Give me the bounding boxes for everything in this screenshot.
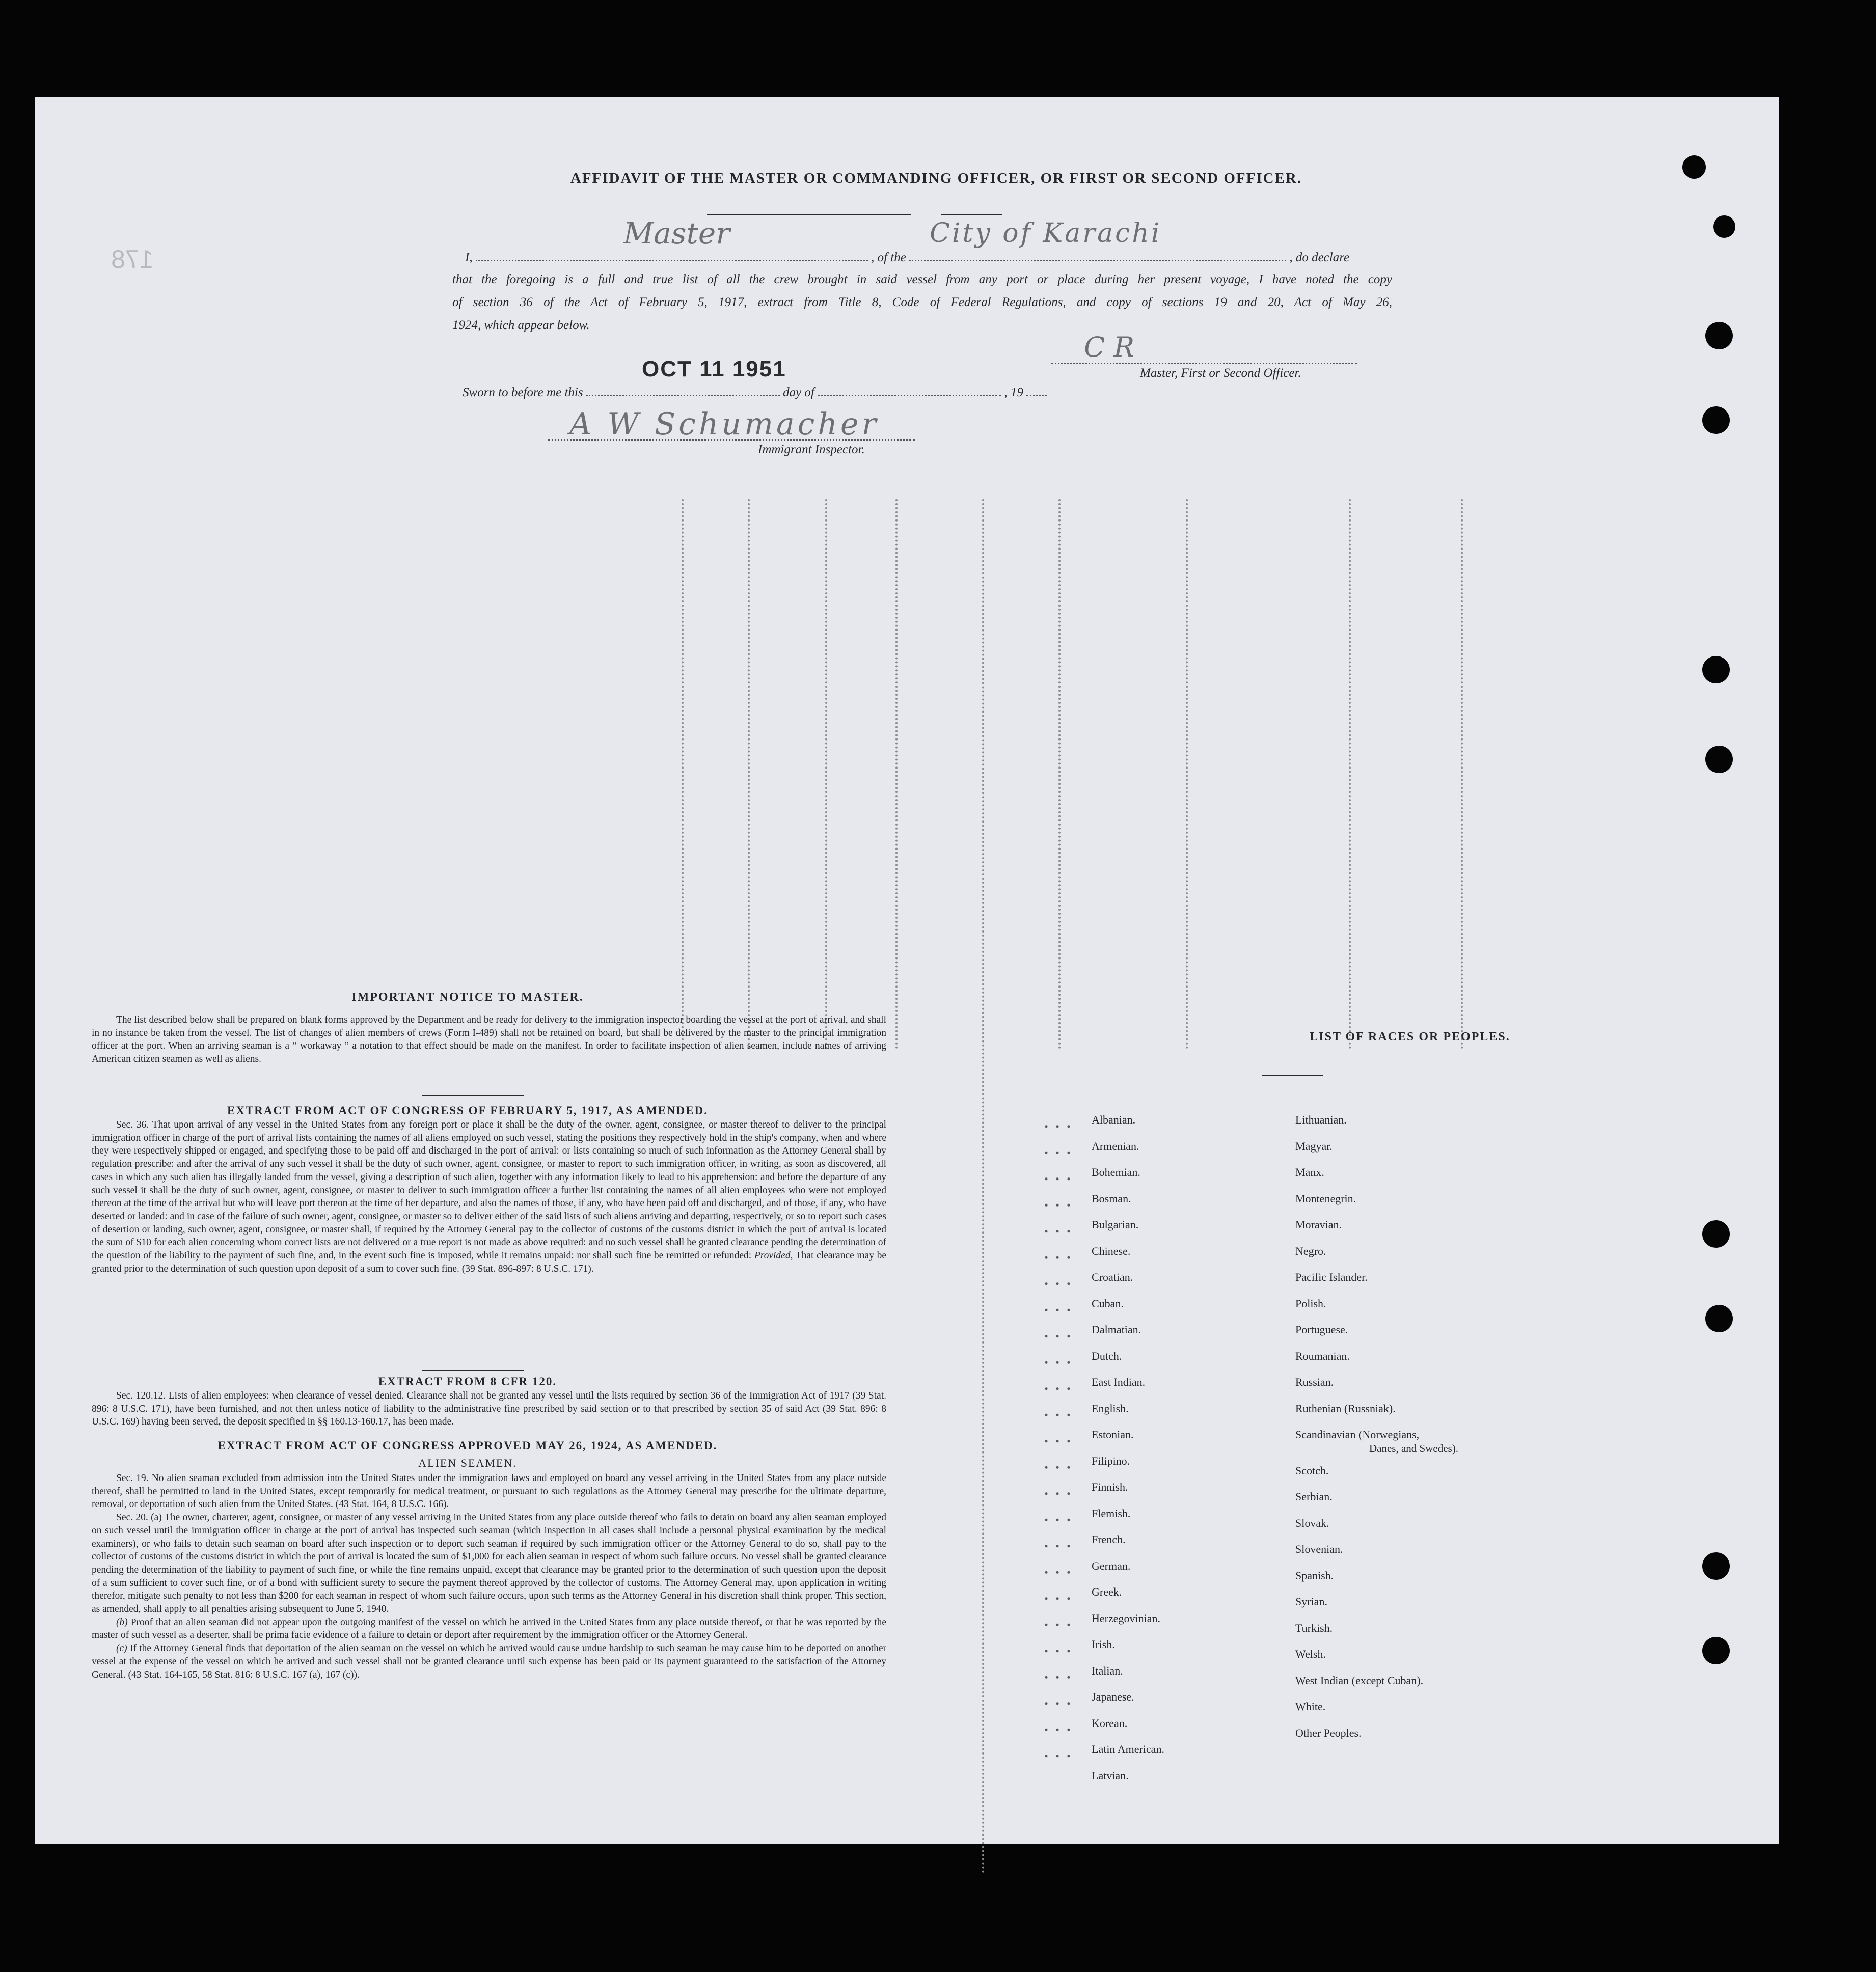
officer-label: Master, First or Second Officer. <box>1140 366 1301 380</box>
i-label: I, <box>465 251 473 264</box>
race-item: Korean. <box>1092 1716 1128 1730</box>
declaration-line-4: 1924, which appear below. <box>452 318 590 332</box>
guide-dots-5 <box>982 499 984 1874</box>
race-item: Cuban. <box>1092 1297 1124 1310</box>
sec-36-paragraph <box>92 1118 886 1275</box>
master-field <box>476 216 868 261</box>
sec-20c-text: If the Attorney General finds that deportation of the alien seaman on the vessel on which he arrived would cause undue hardship to such seaman he may cause him to be deported on another vessel at the expense of the vessel on which he arrived and such vessel shall not be granted clearance until such expense has been paid or its payment guaranteed to the satisfaction of the Attorney General. (43 Stat. 164-165, 58 Stat. 816: 8 U.S.C. 167 (a), 167 (c)). <box>92 1643 887 1680</box>
binder-hole <box>1705 1305 1733 1332</box>
guide-dots-1 <box>682 499 684 1049</box>
binder-hole <box>1702 406 1730 434</box>
sworn-line <box>463 381 1084 404</box>
notice-rule <box>422 1095 524 1096</box>
proviso-text: That clearance may be granted prior to the determination of such question upon deposit of a sum to cover such fine. (39 Stat. 896-897: 8 U.S.C. 171). <box>92 1250 887 1274</box>
race-item: Bulgarian. <box>1092 1218 1139 1231</box>
race-item: Latvian. <box>1092 1769 1129 1782</box>
race-item: Roumanian. <box>1295 1349 1350 1362</box>
sec-19-text: No alien seaman excluded from admission into the United States under the immigration laws and employed on board any vessel arriving in the United States from any place outside thereof, shall be permitted to land in the United States, except temporarily for medical treatment, or pursuant to such regulations as the Attorney General may prescribe for the ultimate departure, removal, or deportation of such alien from the United States. (43 Stat. 164, 8 U.S.C. 166). <box>92 1473 886 1510</box>
declaration-line-3: of section 36 of the Act of February 5, 1917, extract from Title 8, Code of Federal Regulations, and copy of sections 19 and 20, Act of May 26, <box>452 295 1392 309</box>
race-item: Irish. <box>1092 1638 1115 1651</box>
sec-20a-paragraph <box>92 1511 886 1616</box>
race-item: Portuguese. <box>1295 1323 1348 1336</box>
date-stamp: OCT 11 1951 <box>642 357 786 381</box>
notice-text: The list described below shall be prepared on blank forms approved by the Department and be ready for delivery to the immigration inspector boarding the vessel at the port of arrival, and shall in no instance be taken from the vessel. The list of changes of alien members of crews (Form I-489) shall not be retained on board, but shall be delivered by the master to the principal immigration officer at the port. When an arriving seaman is a “ workaway ” a notation to that effect should be made on the manifest. In order to facilitate inspection of alien seamen, include names of arriving American citizen seamen as well as aliens. <box>92 1015 886 1065</box>
race-item: Bohemian. <box>1092 1166 1140 1179</box>
sec-20c-paragraph <box>92 1642 886 1681</box>
binder-hole <box>1702 656 1730 683</box>
binder-hole <box>1682 155 1706 179</box>
race-item: Welsh. <box>1295 1648 1326 1660</box>
races-rule <box>1262 1075 1323 1076</box>
sec-19-label: Sec. 19. <box>116 1473 149 1484</box>
notice-paragraph <box>92 1014 886 1066</box>
race-item: East Indian. <box>1092 1376 1146 1388</box>
guide-dots-4 <box>895 499 898 1049</box>
year-field <box>1026 395 1047 396</box>
of-the-label: , of the <box>871 251 906 264</box>
day-field <box>586 395 780 396</box>
race-item: Albanian. <box>1092 1113 1136 1126</box>
race-item: Slovenian. <box>1295 1543 1343 1555</box>
document-page <box>35 97 1779 1844</box>
race-item: White. <box>1295 1700 1326 1713</box>
sec-120-text: Lists of alien employees: when clearance of vessel denied. Clearance shall not be granted any vessel until the lists required by section 36 of the Immigration Act of 1917 (39 Stat. 896: 8 U.S.C. 171), have been furnished, and not then unless notice of liability to the administrative fine prescribed by said section or to that prescribed by section 35 of said Act (39 Stat. 896: 8 U.S.C. 169) having been served, the deposit specified in §§ 160.13-160.17, has been made. <box>92 1390 887 1428</box>
race-scandinavian-continued: Danes, and Swedes). <box>1369 1442 1458 1455</box>
race-item: Slovak. <box>1295 1516 1329 1529</box>
race-item: Armenian. <box>1092 1139 1139 1153</box>
sec-20a-text: The owner, charterer, agent, consignee, or master of any vessel arriving in the United States from any place outside thereof who fails to detain on board any alien seaman employed on such vessel until the immigration officer in charge at the port of arrival has inspected such seaman (which inspection in all cases shall include a personal physical examination by the medical examiners), or who fails to detain such seaman on board after such inspection or to deport such seaman if required by such immigration officer or the Attorney General to do so, shall pay to the collector of customs of the customs district in which the port of arrival is located the sum of $1,000 for each alien seaman in respect of whom such failure occurs. No vessel shall be granted clearance pending the determination of the liability to payment of such fine, or while the fine remains unpaid, except that clearance may be granted prior to the determination of such question upon the deposit of a sum sufficient to cover such fine, or of a bond with sufficient surety to secure the payment thereof approved by the collector of customs. The Attorney General may, upon application in writing therefor, mitigate such penalty to not less than $200 for each seaman in respect of whom such failure occurs, upon such terms as the Attorney General in his discretion shall think proper. This section, as amended, shall apply to all penalties arising subsequent to June 5, 1940. <box>92 1512 886 1615</box>
binder-hole <box>1713 215 1735 238</box>
extract-1917-title: EXTRACT FROM ACT OF CONGRESS OF FEBRUARY 5, 1917, AS AMENDED. <box>227 1104 708 1117</box>
race-item: Japanese. <box>1092 1690 1134 1703</box>
extract-cfr-body <box>92 1389 886 1429</box>
race-item: Other Peoples. <box>1295 1726 1362 1739</box>
sec-120-paragraph <box>92 1389 886 1429</box>
declaration-first-line <box>465 216 1392 270</box>
race-item: Serbian. <box>1295 1490 1333 1503</box>
sec-36-text: That upon arrival of any vessel in the United States from any foreign port or place it shall be the duty of the owner, agent, consignee, or master thereof to deliver to the principal immigration officer in charge of the port of arrival lists containing the names of all aliens employed on such vessel, stating the positions they respectively hold in the ship's company, when and where they were respectively shipped or engaged, and specifying those to be paid off and discharged in the port of arrival: or lists containing so much of such information as the Attorney General shall by regulation prescribe: and after the arrival of any such vessel it shall be the duty of such owner, agent, consignee, or master to report to such immigration officer, in writing, as soon as discovered, all cases in which any such alien has illegally landed from the vessel, giving a description of such alien, together with any information likely to lead to his apprehension: and before the departure of any such vessel it shall be the duty of such owner, agent, consignee, or master to deliver to such immigration officer a further list containing the names of all alien employees who were not employed thereon at the time of the arrival but who will leave port thereon at the time of her departure, and also the names of those, if any, who have been paid off and discharged, and of those, if any, who have deserted or landed: and in case of the failure of such owner, agent, consignee, or master so to deliver either of the said lists of such aliens arriving and departing, respectively, or so to report such cases of desertion or landing, such owner, agent, consignee, or master shall, if required by the Attorney General pay to the collector of customs of the customs district in which the port of arrival is located the sum of $10 for each alien concerning whom correct lists are not delivered or a true report is not made as above required: and no such vessel shall be granted clearance pending the determination of the question of the liability to the payment of such fine, and, in the event such fine is imposed, while it remains unpaid: nor shall such fine be remitted or refunded: <box>92 1119 886 1262</box>
race-item: German. <box>1092 1559 1131 1572</box>
race-item: Turkish. <box>1295 1621 1333 1634</box>
race-item: Latin American. <box>1092 1743 1164 1756</box>
race-item: Magyar. <box>1295 1139 1333 1153</box>
sec-20b-label: (b) <box>116 1617 128 1628</box>
binder-hole <box>1702 1552 1730 1580</box>
do-declare-label: , do declare <box>1289 251 1350 264</box>
race-item: Pacific Islander. <box>1295 1271 1368 1283</box>
sec-120-label: Sec. 120.12. <box>116 1390 166 1401</box>
extract-cfr-title: EXTRACT FROM 8 CFR 120. <box>378 1375 557 1388</box>
race-item: Ruthenian (Russniak). <box>1295 1402 1396 1415</box>
guide-dots-9 <box>1461 499 1463 1049</box>
race-item: Filipino. <box>1092 1454 1130 1467</box>
sec-20a-label: Sec. 20. (a) <box>116 1512 162 1523</box>
month-field <box>818 395 1001 396</box>
race-item: Moravian. <box>1295 1218 1342 1231</box>
extract-1924-title: EXTRACT FROM ACT OF CONGRESS APPROVED MAY 26, 1924, AS AMENDED. <box>217 1439 718 1452</box>
guide-dots-7 <box>1186 499 1188 1049</box>
race-item: Scandinavian (Norwegians, <box>1295 1428 1420 1441</box>
race-item: Polish. <box>1295 1297 1326 1310</box>
title-rule <box>707 214 911 215</box>
sworn-label: Sworn to before me this <box>463 386 583 399</box>
vessel-handwritten: City of Karachi <box>930 218 1162 249</box>
binder-hole <box>1702 1220 1730 1248</box>
sec-20b-paragraph <box>92 1616 886 1642</box>
master-handwritten: Master <box>623 216 730 251</box>
affidavit-title: AFFIDAVIT OF THE MASTER OR COMMANDING OFFICER, OR FIRST OR SECOND OFFICER. <box>570 170 1302 186</box>
proviso-label: Provided, <box>754 1250 793 1262</box>
guide-dots-2 <box>748 499 750 1049</box>
inspector-label: Immigrant Inspector. <box>758 443 865 456</box>
race-item: Flemish. <box>1092 1507 1131 1520</box>
binder-hole <box>1705 322 1733 349</box>
race-item: Dutch. <box>1092 1349 1122 1362</box>
guide-dots-3 <box>825 499 827 1049</box>
race-item: Chinese. <box>1092 1244 1131 1257</box>
guide-dots-6 <box>1058 499 1061 1049</box>
race-item: French. <box>1092 1533 1126 1546</box>
race-item: Finnish. <box>1092 1481 1128 1493</box>
race-item: Croatian. <box>1092 1271 1133 1283</box>
master-signature: C R <box>1084 331 1135 363</box>
sec-19-paragraph <box>92 1472 886 1511</box>
race-item: Scotch. <box>1295 1464 1329 1477</box>
sec-36-label: Sec. 36. <box>116 1119 149 1130</box>
sec-20b-text: Proof that an alien seaman did not appear upon the outgoing manifest of the vessel on which he arrived in the United States from any place outside thereof, or that he was reported by the master of such vessel as a deserter, shall be prima facie evidence of a failure to detain or deport after requirement by the immigration officer or the Attorney General. <box>92 1617 887 1641</box>
extract-1917-body <box>92 1118 886 1275</box>
race-item: West Indian (except Cuban). <box>1295 1674 1424 1687</box>
race-item: Russian. <box>1295 1376 1334 1388</box>
vessel-field <box>909 218 1286 261</box>
title-rule-short <box>941 214 1002 215</box>
race-item: English. <box>1092 1402 1129 1415</box>
race-item: Spanish. <box>1295 1569 1334 1582</box>
race-item: Herzegovinian. <box>1092 1611 1160 1625</box>
races-title: LIST OF RACES OR PEOPLES. <box>1310 1030 1510 1044</box>
race-item: Manx. <box>1295 1166 1324 1179</box>
extract-1924-body <box>92 1472 886 1681</box>
race-item: Montenegrin. <box>1295 1192 1356 1205</box>
race-item: Negro. <box>1295 1244 1326 1257</box>
race-item: Estonian. <box>1092 1428 1134 1441</box>
race-item: Greek. <box>1092 1585 1122 1598</box>
inspector-signature: A W Schumacher <box>569 406 880 442</box>
binder-hole <box>1705 746 1733 773</box>
sec-20c-label: (c) <box>116 1643 127 1654</box>
race-item: Dalmatian. <box>1092 1323 1141 1336</box>
guide-dots-8 <box>1349 499 1351 1049</box>
race-item: Lithuanian. <box>1295 1113 1347 1126</box>
margin-stamp: 178 <box>111 245 154 273</box>
race-item: Syrian. <box>1295 1595 1327 1608</box>
race-item: Italian. <box>1092 1664 1123 1677</box>
day-of-label: day of <box>783 386 814 399</box>
race-leader-dots <box>1041 1113 1071 1775</box>
alien-seamen-subtitle: ALIEN SEAMEN. <box>418 1457 517 1469</box>
race-item: Bosman. <box>1092 1192 1131 1205</box>
notice-title: IMPORTANT NOTICE TO MASTER. <box>351 991 584 1004</box>
year-label: , 19 <box>1004 386 1023 399</box>
declaration-line-2: that the foregoing is a full and true list of all the crew brought in said vessel from any port or place during her present voyage, I have noted the copy <box>452 272 1392 286</box>
extract-1917-rule <box>422 1370 524 1371</box>
binder-hole <box>1702 1637 1730 1664</box>
